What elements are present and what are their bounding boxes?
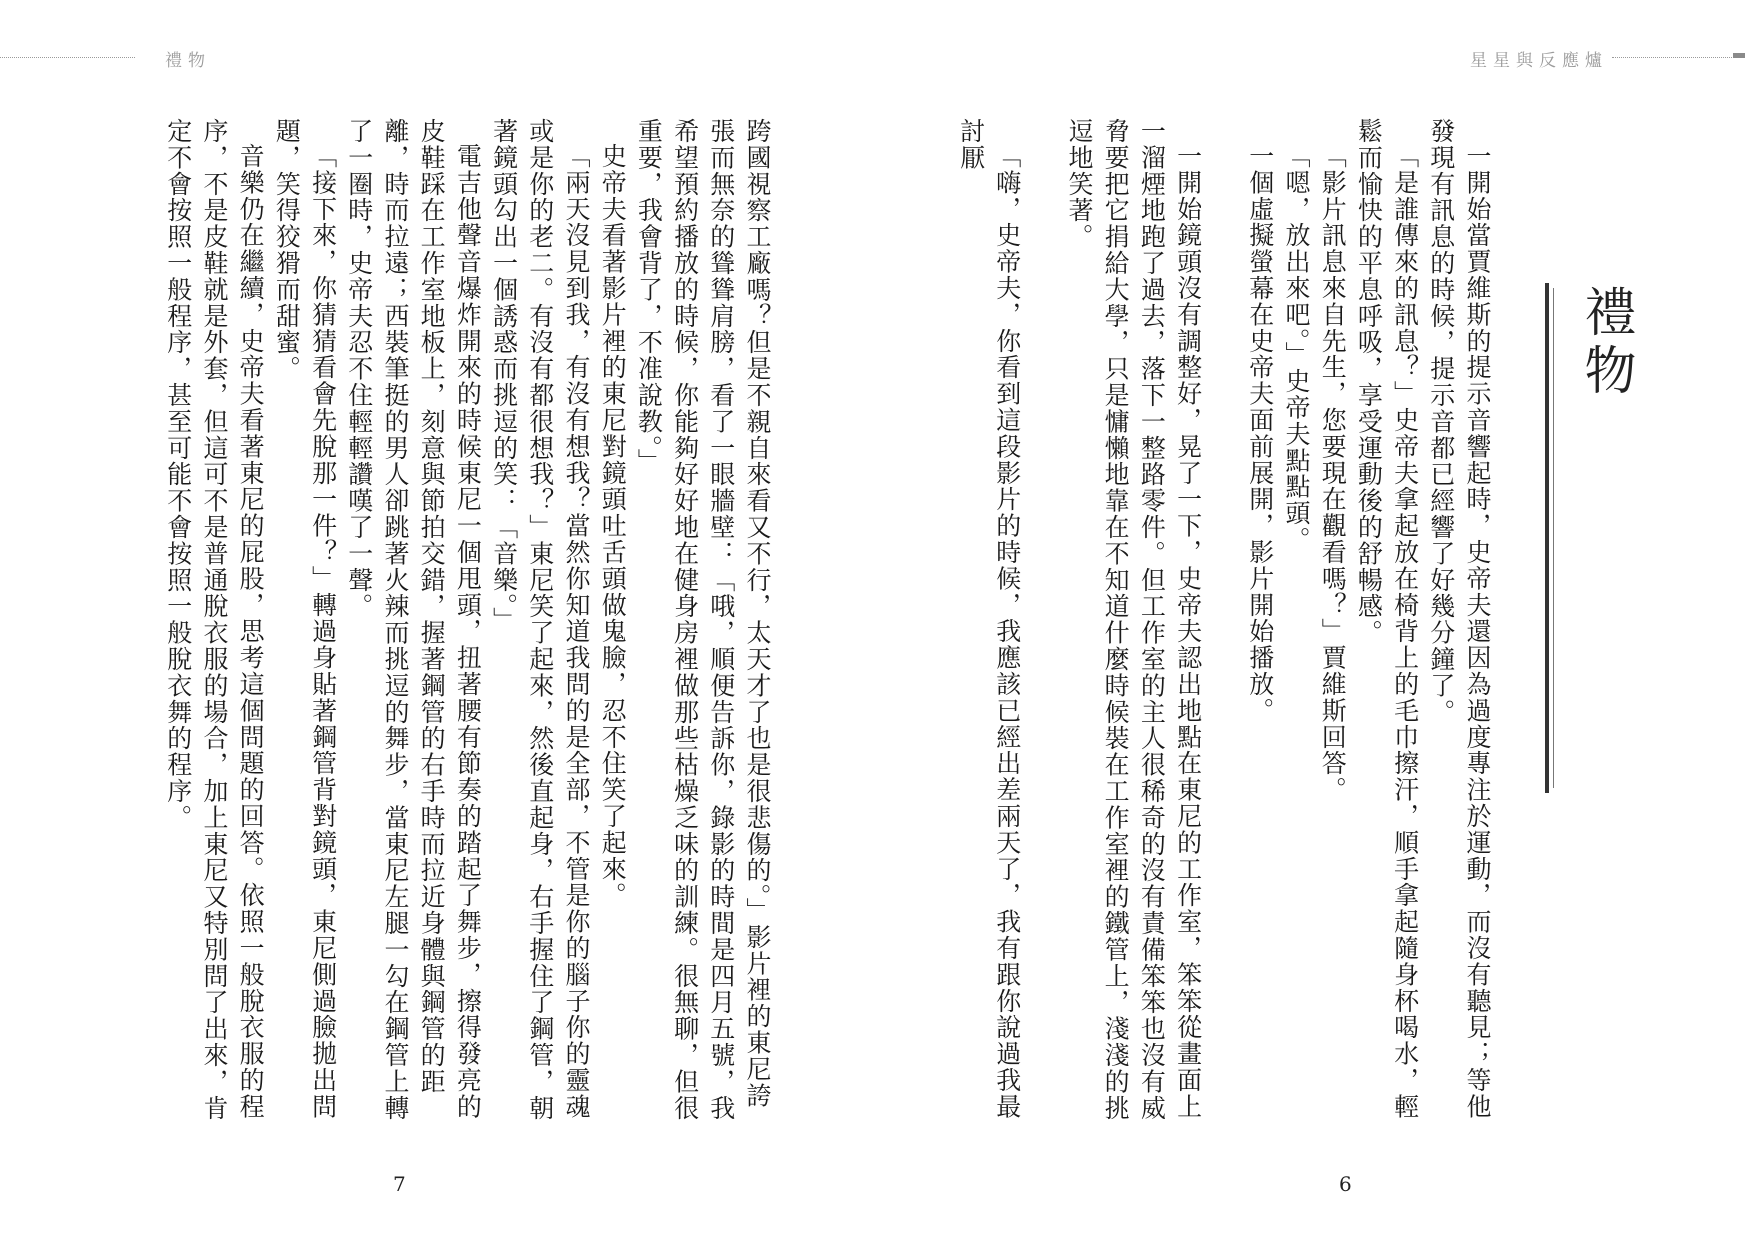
chapter-title-bar <box>1545 283 1549 793</box>
page-number-6: 6 <box>1339 1172 1352 1196</box>
paragraph: 「兩天沒見到我，有沒有想我？當然你知道我問的是全部，不管是你的腦子你的靈魂或是你的老二。有沒有都很想我？」東尼笑了起來，然後直起身，右手握住了鋼管，朝著鏡頭勾出一個誘惑而挑逗的笑：「音樂。」 <box>489 118 591 1122</box>
paragraph: 電吉他聲音爆炸開來的時候東尼一個甩頭，扭著腰有節奏的踏起了舞步，擦得發亮的皮鞋踩在工作室地板上，刻意與節拍交錯，握著鋼管的右手時而拉近身體與鋼管的距離，時而拉遠；西裝筆挺的男人卻跳著火辣而挑逗的舞步，當東尼左腿一勾在鋼管上轉了一圈時，史帝夫忍不住輕輕讚嘆了一聲。 <box>344 118 483 1122</box>
paragraph: 「是誰傳來的訊息？」史帝夫拿起放在椅背上的毛巾擦汗，順手拿起隨身杯喝水，輕鬆而愉快的平息呼吸，享受運動後的舒暢感。 <box>1354 118 1420 1120</box>
paragraph: 「嗯，放出來吧。」史帝夫點點頭。 <box>1281 143 1311 553</box>
paragraph: 一個虛擬螢幕在史帝夫面前展開，影片開始播放。 <box>1245 143 1275 724</box>
page-6-text <box>956 118 1495 1133</box>
paragraph: 跨國視察工廠嗎？但是不親自來看又不行，太天才了也是很悲傷的。」影片裡的東尼誇張而無奈的聳聳肩膀，看了一眼牆壁：「哦，順便告訴你，錄影的時間是四月五號，我希望預約播放的時候，你能夠好好地在健身房裡做那些枯燥乏味的訓練。很無聊，但很重要，我會背了，不准說教。」 <box>634 118 772 1122</box>
running-head-left: 禮物 <box>165 51 211 71</box>
paragraph: 音樂仍在繼續，史帝夫看著東尼的屁股，思考這個問題的回答。依照一般脫衣服的程序，不是皮鞋就是外套，但這可不是普通脫衣服的場合，加上東尼又特別問了出來，肯定不會按照一般程序，甚至可能不會按照一般脫衣舞的程序。 <box>163 118 266 1122</box>
paragraph: 「嗨，史帝夫，你看到這段影片的時候，我應該已經出差兩天了，我有跟你說過我最討厭 <box>956 118 1022 1120</box>
paragraph: 「接下來，你猜猜看會先脫那一件？」轉過身貼著鋼管背對鏡頭，東尼側過臉拋出問題，笑得狡猾而甜蜜。 <box>272 118 338 1120</box>
paragraph: 史帝夫看著影片裡的東尼對鏡頭吐舌頭做鬼臉，忍不住笑了起來。 <box>598 143 628 909</box>
chapter-title: 禮物 <box>1575 285 1635 401</box>
paragraph: 一開始當賈維斯的提示音響起時，史帝夫還因為過度專注於運動，而沒有聽見；等他發現有訊息的時候，提示音都已經響了好幾分鐘了。 <box>1426 118 1492 1120</box>
running-head-right: 星星與反應爐 <box>1470 51 1608 71</box>
header-rule-end-mark <box>1733 53 1745 58</box>
header-rule-left <box>0 57 135 58</box>
chapter-title-bar-thin <box>1553 288 1554 788</box>
page-number-7: 7 <box>393 1172 406 1196</box>
paragraph: 一開始鏡頭沒有調整好，晃了一下，史帝夫認出地點在東尼的工作室，笨笨從畫面上一溜煙地跑了過去，落下一整路零件。但工作室的主人很稀奇的沒有責備笨笨也沒有威脅要把它捐給大學，只是慵懶地靠在不知道什麼時候裝在工作室裡的鐵管上，淺淺的挑逗地笑著。 <box>1064 118 1203 1122</box>
header-rule-right <box>1612 57 1732 58</box>
paragraph: 「影片訊息來自先生，您要現在觀看嗎？」賈維斯回答。 <box>1318 143 1348 803</box>
page-7-text <box>120 118 775 1133</box>
